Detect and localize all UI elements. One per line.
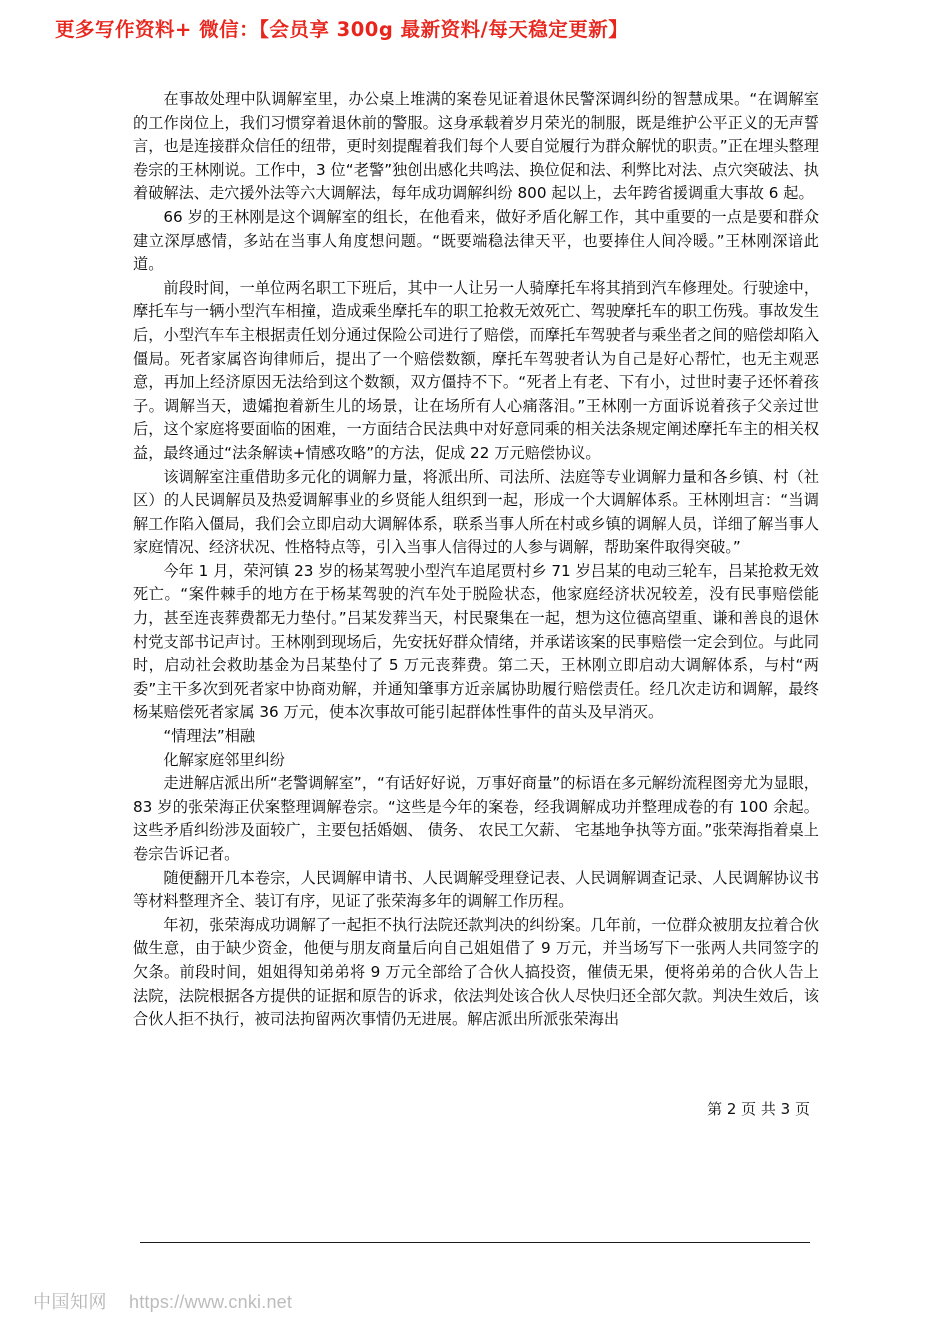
document-body xyxy=(133,88,819,1032)
page-number-footer: 第 2 页 共 3 页 xyxy=(707,1100,810,1118)
cnki-site-name: 中国知网 xyxy=(33,1292,107,1313)
paragraph-4: 该调解室注重借助多元化的调解力量，将派出所、司法所、法庭等专业调解力量和各乡镇、村（社区）的人民调解员及热爱调解事业的乡贤能人组织到一起，形成一个大调解体系。王林刚坦言：“当调解工作陷入僵局，我们会立即启动大调解体系，联系当事人所在村或乡镇的调解人员，详细了解当事人家庭情况、经济状况、性格特点等，引入当事人信得过的人参与调解，帮助案件取得突破。” xyxy=(133,467,819,557)
paragraph-7: 随便翻开几本卷宗，人民调解申请书、人民调解受理登记表、人民调解调查记录、人民调解协议书等材料整理齐全、装订有序，见证了张荣海多年的调解工作历程。 xyxy=(133,868,819,911)
paragraph-2: 66 岁的王林刚是这个调解室的组长，在他看来，做好矛盾化解工作，其中重要的一点是要和群众建立深厚感情，多站在当事人角度想问题。“既要端稳法律天平，也要捧住人间冷暖。”王林刚深谙此道。 xyxy=(133,207,819,274)
paragraph-3: 前段时间，一单位两名职工下班后，其中一人让另一人骑摩托车将其捎到汽车修理处。行驶途中，摩托车与一辆小型汽车相撞，造成乘坐摩托车的职工抢救无效死亡、驾驶摩托车的职工伤残。事故发生后，小型汽车车主根据责任划分通过保险公司进行了赔偿，而摩托车驾驶者与乘坐者之间的赔偿却陷入僵局。死者家属咨询律师后，提出了一个赔偿数额，摩托车驾驶者认为自己是好心帮忙，也无主观恶意，再加上经济原因无法给到这个数额，双方僵持不下。“死者上有老、下有小，过世时妻子还怀着孩子。调解当天，遗孀抱着新生儿的场景，让在场所有人心痛落泪。”王林刚一方面诉说着孩子父亲过世后，这个家庭将要面临的困难，一方面结合民法典中对好意同乘的相关法条规定阐述摩托车主的相关权益，最终通过“法条解读+情感攻略”的方法，促成 22 万元赔偿协议。 xyxy=(133,278,819,462)
paragraph-6: 走进解店派出所“老警调解室”，“有话好好说，万事好商量”的标语在多元解纷流程图旁尤为显眼，83 岁的张荣海正伏案整理调解卷宗。“这些是今年的案卷，经我调解成功并整理成卷的有 100 余起。 这些矛盾纠纷涉及面较广，主要包括婚姻、 债务、 农民工欠薪、 宅基地争执等方面。”张荣海指着桌上卷宗告诉记者。 xyxy=(133,774,819,863)
paragraph-5: 今年 1 月，荣河镇 23 岁的杨某驾驶小型汽车追尾贾村乡 71 岁吕某的电动三轮车，吕某抢救无效死亡。“案件棘手的地方在于杨某驾驶的汽车处于脱险状态，他家庭经济状况较差，没有民事赔偿能力，甚至连丧葬费都无力垫付。”吕某发葬当天，村民聚集在一起，想为这位德高望重、谦和善良的退休村党支部书记声讨。王林刚到现场后，先安抚好群众情绪，并承诺该案的民事赔偿一定会到位。与此同时，启动社会救助基金为吕某垫付了 5 万元丧葬费。第二天，王林刚立即启动大调解体系，与村“两委”主干多次到死者家中协商劝解，并通知肇事方近亲属协助履行赔偿责任。经几次走访和调解，最终杨某赔偿死者家属 36 万元，使本次事故可能引起群体性事件的苗头及早消灭。 xyxy=(133,561,819,722)
paragraph-1: 在事故处理中队调解室里，办公桌上堆满的案卷见证着退休民警深调纠纷的智慧成果。“在调解室的工作岗位上，我们习惯穿着退休前的警服。这身承载着岁月荣光的制服，既是维护公平正义的无声誓言，也是连接群众信任的纽带，更时刻提醒着我们每个人要自觉履行为群众解忧的职责。”正在埋头整理卷宗的王林刚说。工作中，3 位“老警”独创出感化共鸣法、换位促和法、利弊比对法、点穴突破法、执着破解法、走穴援外法等六大调解法，每年成功调解纠纷 800 起以上，去年跨省援调重大事故 6 起。 xyxy=(133,90,819,203)
section-subheading-line-1: “情理法”相融 xyxy=(163,727,256,746)
cnki-watermark xyxy=(33,1288,292,1314)
section-subheading-line-2: 化解家庭邻里纠纷 xyxy=(163,750,285,769)
promo-header-banner: 更多写作资料+ 微信：【会员享 300g 最新资料/每天稳定更新】 xyxy=(55,18,629,41)
paragraph-8: 年初，张荣海成功调解了一起拒不执行法院还款判决的纠纷案。几年前，一位群众被朋友拉着合伙做生意，由于缺少资金，他便与朋友商量后向自己姐姐借了 9 万元，并当场写下一张两人共同签字的欠条。前段时间，姐姐得知弟弟将 9 万元全部给了合伙人搞投资，催债无果，便将弟弟的合伙人告上法院，法院根据各方提供的证据和原告的诉求，依法判处该合伙人尽快归还全部欠款。判决生效后，该合伙人拒不执行，被司法拘留两次事情仍无进展。解店派出所派张荣海出 xyxy=(133,915,819,1029)
footer-divider xyxy=(140,1242,810,1243)
cnki-site-url: https://www.cnki.net xyxy=(129,1292,293,1312)
